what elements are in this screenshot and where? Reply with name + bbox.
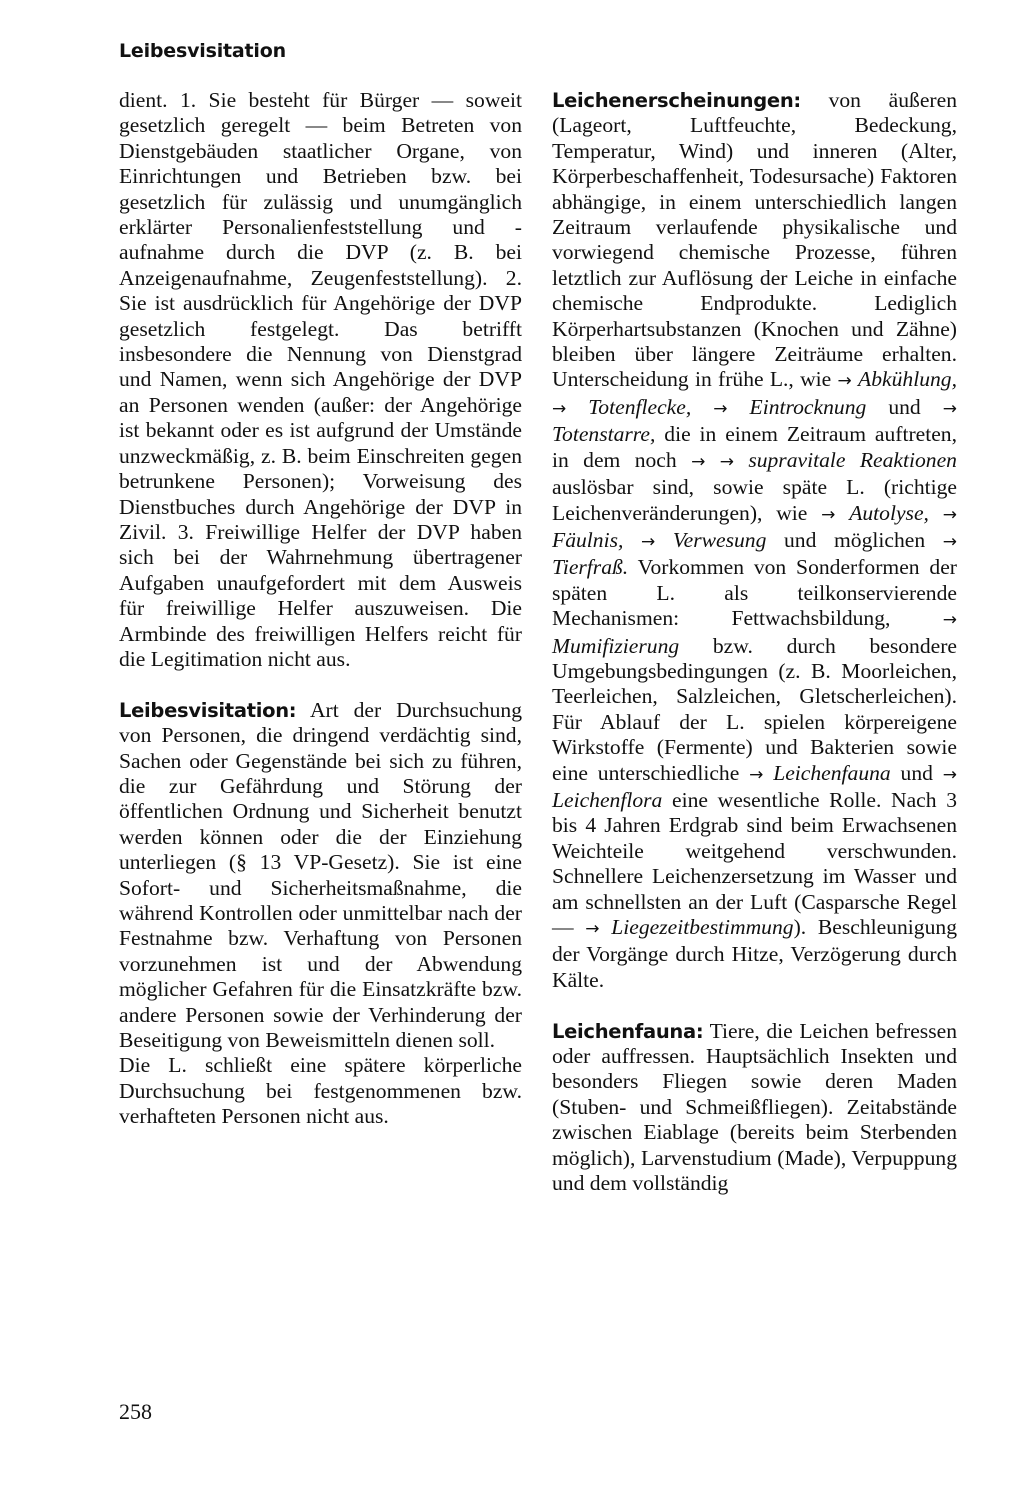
entry-text: eine wesentliche Rolle. Nach 3 bis 4 Jahren Erdgrab sind beim Erwachsenen Weichteile weitgehend verschwunden. Schnellere Leichenzersetzung im Wasser und am schnellsten an der Luft (Casparsche Regel — (552, 787, 957, 939)
left-column (119, 88, 522, 1130)
running-head: Leibesvisitation (119, 40, 286, 62)
cross-reference-arrow: → (942, 764, 958, 785)
cross-reference-arrow: → (942, 610, 957, 631)
entry-text: Tiere, die Leichen befressen oder auffressen. Hauptsächlich Insekten und besonders Fliegen sowie deren Maden (Stuben- und Schmeißfliegen). Zeitabstände zwischen Eiablage (bereits beim Sterbenden möglich), Larvenstudium (Made), Verpuppung und dem vollständig (552, 1018, 957, 1196)
cross-reference-liegezeitbestimmung[interactable]: Liegezeitbestimmung (611, 915, 794, 939)
entry-text (705, 448, 719, 472)
cross-reference-leichenflora[interactable]: Leichenflora (552, 787, 663, 812)
cross-reference-arrow: → (942, 504, 957, 525)
cross-reference-arrow: → (719, 451, 734, 472)
entry-text: und (866, 394, 943, 419)
entry-text: bzw. durch besondere Umgebungsbedingungen (z. B. Moorleichen, Teerleichen, Salzleichen, Gletscherleichen). Für Ablauf der L. spielen körpereigene Wirkstoffe (Fermente) und Bakterien sowie eine unterschiedliche (552, 633, 957, 785)
entry-term: Leichenerscheinungen: (552, 89, 801, 112)
cross-reference-arrow: → (691, 451, 706, 472)
entry-leichenfauna (552, 1019, 957, 1197)
entry-text: ). Beschleunigung der Vorgänge durch Hitze, Verzögerung durch Kälte. (552, 915, 957, 992)
cross-reference-leichenfauna[interactable]: Leichenfauna (773, 760, 891, 785)
cross-reference-arrow: → (552, 398, 567, 419)
cross-reference-arrow: → (640, 531, 656, 552)
cross-reference-arrow: → (942, 531, 957, 552)
page-number: 258 (119, 1399, 152, 1424)
cross-reference-autolyse[interactable]: Autolyse, (849, 500, 929, 525)
entry-text: von äußeren (Lageort, Luftfeuchte, Bedeckung, Temperatur, Wind) und inneren (Alter, Körperbeschaffenheit, Todesursache) Faktoren abhängige, in einem unterschiedlich langen Zeitraum verlaufende physikalische und vorwiegend chemische Prozesse, führen letztlich zur Auflösung der Leiche in einfache chemische Endprodukte. Lediglich Körperhartsubstanzen (Knochen und Zähne) bleiben über längere Zeiträume erhalten. Unterscheidung in frühe L., wie (552, 88, 957, 392)
cross-reference-verwesung[interactable]: Verwesung (672, 527, 767, 552)
cross-reference-supravitale-reaktionen[interactable]: supravitale Reaktionen (748, 447, 957, 472)
entry-leibesvisitation (119, 698, 522, 1054)
cross-reference-abkuehlung[interactable]: Abkühlung, (858, 367, 957, 392)
continuation-paragraph: dient. 1. Sie besteht für Bürger — soweit gesetzlich geregelt — beim Betreten von Dienstgebäuden staatlicher Organe, von Einrichtungen und Betrieben bzw. bei gesetzlich für zulässig und unumgänglich erklärter Personalienfeststellung und -aufnahme durch die DVP (z. B. bei Anzeigenaufnahme, Zeugenfeststellung). 2. Sie ist ausdrücklich für Angehörige der DVP gesetzlich festgelegt. Das betrifft insbesondere die Nennung von Dienstgrad und Namen, wenn sich Angehörige der DVP an Personen wenden (außer: der Angehörige ist bekannt oder es ist aufgrund der Umstände unzweckmäßig, z. B. beim Einschreiten gegen betrunkene Personen); Vorweisung des Dienstbuches durch Angehörige der DVP in Zivil. 3. Freiwillige Helfer der DVP haben sich bei der Wahrnehmung übertragener Aufgaben unaufgefordert mit dem Ausweis für freiwillige Helfer auszuweisen. Die Armbinde des freiwilligen Helfers reicht für die Legitimation nicht aus. (119, 88, 522, 671)
cross-reference-eintrocknung[interactable]: Eintrocknung (749, 394, 867, 419)
entry-text: und (890, 760, 943, 785)
cross-reference-totenflecke[interactable]: Totenflecke, (588, 394, 692, 419)
entry-text (929, 501, 943, 525)
entry-text: Art der Durchsuchung von Personen, die dringend verdächtig sind, Sachen oder Gegenstände bei sich zu führen, die zur Gefährdung und Störung der öffentlichen Ordnung und Sicherheit benutzt werden können oder die der Einziehung unterliegen (§ 13 VP-Gesetz). Sie ist eine Sofort- und Sicherheitsmaßnahme, die während Kontrollen oder unmittelbar nach der Festnahme bzw. Verhaftung von Personen vorzunehmen ist und der Abwendung möglicher Gefahren für die Einsatzkräfte bzw. andere Personen sowie der Verhinderung der Beseitigung von Beweismitteln dienen soll. (119, 697, 522, 1053)
entry-text (691, 395, 713, 419)
entry-text: Vorkommen von Sonderformen der späten L. als teilkonservierende Mechanismen: Fettwachsbildung, (552, 555, 957, 631)
cross-reference-arrow: → (585, 919, 600, 939)
entry-text (623, 528, 641, 552)
cross-reference-arrow: → (942, 398, 957, 419)
cross-reference-arrow: → (749, 764, 764, 785)
cross-reference-arrow: → (821, 504, 836, 525)
entry-leibesvisitation-continued: Die L. schließt eine spätere körperliche Durchsuchung bei festgenommenen bzw. verhafteten Personen nicht aus. (119, 1053, 522, 1129)
cross-reference-faeulnis[interactable]: Fäulnis, (552, 527, 624, 552)
entry-text: auslösbar sind, sowie späte L. (richtige Leichenveränderungen), wie (552, 475, 957, 525)
entry-term: Leibesvisitation: (119, 698, 297, 722)
entry-leichenerscheinungen (552, 88, 957, 993)
entry-text: die in einem Zeitraum auftreten, in dem noch (552, 422, 957, 472)
entry-term: Leichenfauna: (552, 1019, 704, 1043)
cross-reference-arrow: → (837, 371, 852, 392)
right-column (552, 88, 957, 1196)
cross-reference-tierfrass[interactable]: Tierfraß. (552, 555, 629, 580)
entry-text: und möglichen (766, 527, 943, 552)
cross-reference-totenstarre[interactable]: Totenstarre, (552, 422, 656, 447)
cross-reference-arrow: → (713, 398, 728, 419)
cross-reference-mumifizierung[interactable]: Mumifizierung (552, 633, 680, 658)
